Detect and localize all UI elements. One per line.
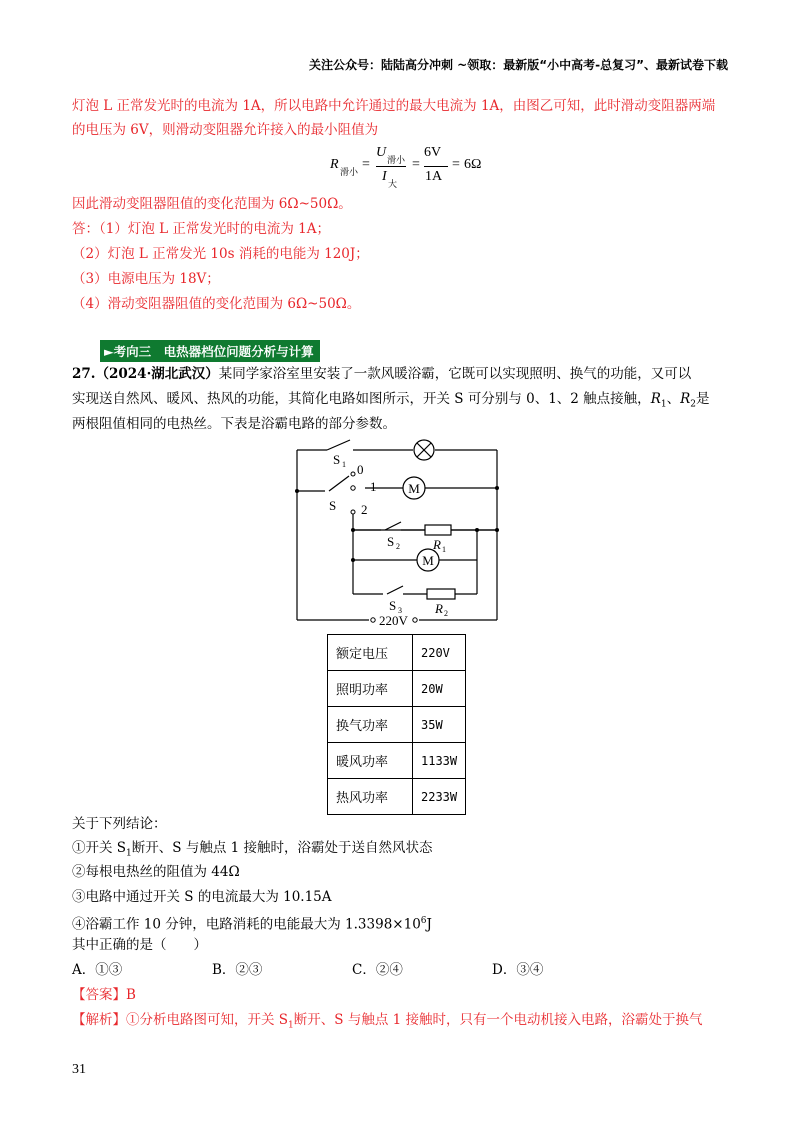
table-value: 35W	[413, 707, 466, 743]
analysis-label: 【解析】	[72, 1012, 126, 1028]
formula-lhs: R	[330, 157, 339, 172]
answer-label: 【答案】	[72, 987, 126, 1003]
answer-value: B	[126, 987, 136, 1003]
conclusion-1-a: ①开关 S	[72, 840, 127, 856]
conclusion-4-b: J	[426, 916, 432, 933]
contact-1-label: 1	[370, 479, 377, 494]
s1-label: S	[333, 452, 341, 467]
table-value: 1133W	[413, 743, 466, 779]
option-c[interactable]: C．②④	[352, 962, 403, 978]
page-number: 31	[72, 1062, 86, 1077]
r2-sub: 2	[690, 399, 696, 410]
resistance-formula: R 滑小 = U 滑小 I 大 = 6V 1A = 6Ω	[330, 145, 482, 189]
question-line-2	[72, 389, 710, 415]
question-line-3: 两根阻值相同的电热丝。下表是浴霸电路的部分参数。	[72, 416, 396, 432]
r2-symbol: R	[680, 391, 691, 407]
section-tag: ►考向三 电热器档位问题分析与计算	[100, 340, 320, 362]
answer-line-1: 答：（1）灯泡 L 正常发光时的电流为 1A；	[72, 221, 331, 237]
r2-label: R	[435, 601, 443, 616]
table-value: 20W	[413, 671, 466, 707]
table-key: 热风功率	[328, 779, 413, 815]
circuit-diagram	[285, 436, 515, 632]
s-label: S	[329, 498, 337, 513]
analysis-sub: 1	[288, 1020, 294, 1031]
analysis-line	[72, 1010, 703, 1036]
s3-label: S	[389, 598, 397, 613]
table-row	[328, 707, 466, 743]
solution-line-1: 灯泡 L 正常发光时的电流为 1A，所以电路中允许通过的最大电流为 1A，由图乙可知，此时滑动变阻器两端	[72, 98, 716, 114]
formula-den: I	[382, 169, 387, 184]
answer-line-3: （3）电源电压为 18V；	[72, 271, 220, 287]
r1-symbol: R	[650, 391, 661, 407]
question-number: 27.	[72, 366, 96, 382]
analysis-text-b: 断开、S 与触点 1 接触时，只有一个电动机接入电路，浴霸处于换气	[293, 1012, 703, 1028]
conclusion-4	[72, 911, 432, 935]
answer-line-2: （2）灯泡 L 正常发光 10s 消耗的电能为 120J；	[72, 246, 369, 262]
motor-1-label: M	[408, 481, 420, 496]
formula-lhs-sub: 滑小	[340, 167, 359, 177]
table-key: 额定电压	[328, 635, 413, 671]
question-source: （2024·湖北武汉）	[95, 366, 219, 382]
table-value: 2233W	[413, 779, 466, 815]
lamp-icon	[414, 440, 434, 460]
table-key: 照明功率	[328, 671, 413, 707]
formula-result: 6Ω	[464, 157, 482, 172]
r1-label-sub: 1	[442, 545, 446, 554]
supply-voltage-label: 220V	[379, 613, 408, 628]
option-b[interactable]: B．②③	[212, 962, 263, 978]
motor-2-label: M	[422, 553, 434, 568]
motor-icon-1	[403, 477, 425, 499]
separator: 、	[666, 391, 681, 407]
page-header: 关注公众号：陆陆高分冲刺 ~领取：最新版“小中高考-总复习”、最新试卷下载	[309, 58, 728, 72]
question-prompt: 其中正确的是（ ）	[72, 937, 207, 953]
contact-2-label: 2	[361, 502, 368, 517]
s3-sub: 3	[398, 606, 402, 615]
s2-label: S	[387, 534, 395, 549]
table-key: 换气功率	[328, 707, 413, 743]
answer-line	[72, 985, 136, 1005]
s2-sub: 2	[396, 542, 400, 551]
question-text-2: 实现送自然风、暖风、热风的功能，其简化电路如图所示，开关 S 可分别与 0、1、2 触点接触，	[72, 391, 651, 407]
formula-den-sub: 大	[388, 179, 398, 189]
table-value: 220V	[413, 635, 466, 671]
option-a[interactable]: A．①③	[72, 962, 123, 978]
conclusion-1-b: 断开、S 与触点 1 接触时，浴霸处于送自然风状态	[131, 840, 433, 856]
resistor-r1-icon	[425, 525, 451, 535]
table-row	[328, 743, 466, 779]
table-row	[328, 635, 466, 671]
parameter-table	[327, 634, 466, 815]
question-text-2-end: 是	[696, 391, 710, 407]
table-row	[328, 779, 466, 815]
conclusions-intro: 关于下列结论：	[72, 816, 167, 832]
contact-0-label: 0	[357, 462, 364, 477]
r2-label-sub: 2	[444, 609, 448, 618]
option-d[interactable]: D．③④	[492, 962, 544, 978]
question-text-1: 某同学家浴室里安装了一款风暖浴霸，它既可以实现照明、换气的功能，又可以	[218, 366, 692, 382]
table-row	[328, 671, 466, 707]
r1-sub: 1	[660, 399, 667, 410]
solution-line-2: 的电压为 6V，则滑动变阻器允许接入的最小阻值为	[72, 122, 379, 138]
table-key: 暖风功率	[328, 743, 413, 779]
conclusion-4-a: ④浴霸工作 10 分钟，电路消耗的电能最大为 1.3398×10	[72, 916, 421, 933]
solution-line-3: 因此滑动变阻器阻值的变化范围为 6Ω~50Ω。	[72, 196, 352, 212]
formula-num-sub: 滑小	[387, 155, 406, 165]
answer-line-4: （4）滑动变阻器阻值的变化范围为 6Ω~50Ω。	[72, 296, 361, 312]
question-line-1	[72, 364, 691, 384]
s1-sub: 1	[342, 460, 346, 469]
motor-icon-2	[417, 549, 439, 571]
analysis-text-a: ①分析电路图可知，开关 S	[126, 1012, 289, 1028]
conclusion-1	[72, 838, 433, 864]
conclusion-2: ②每根电热丝的阻值为 44Ω	[72, 864, 240, 880]
r1-label: R	[433, 537, 441, 552]
conclusion-3: ③电路中通过开关 S 的电流最大为 10.15A	[72, 889, 332, 905]
formula-den2: 1A	[425, 169, 443, 184]
resistor-r2-icon	[427, 589, 455, 599]
formula-num2: 6V	[424, 145, 442, 160]
conclusion-4-sup: 6	[420, 916, 427, 926]
conclusion-1-sub: 1	[126, 848, 132, 859]
formula-num: U	[376, 145, 387, 160]
